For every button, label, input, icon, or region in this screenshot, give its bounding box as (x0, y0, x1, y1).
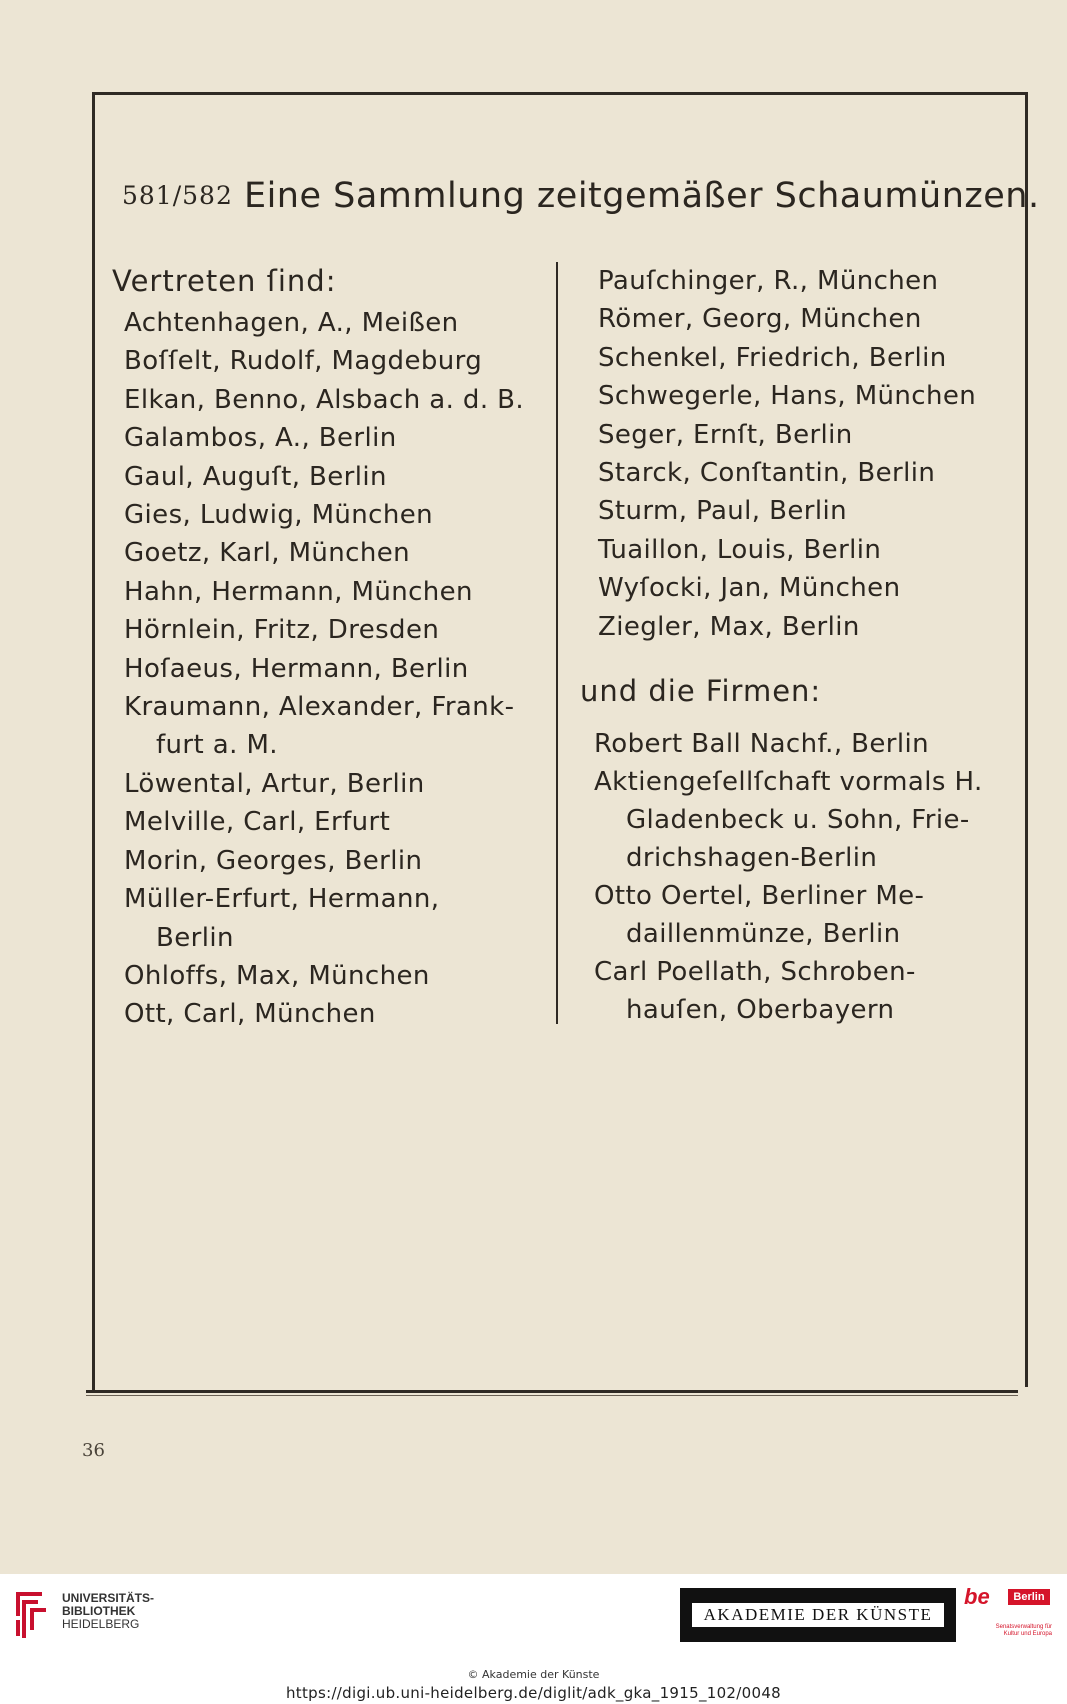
list-item: Goetz, Karl, München (124, 538, 411, 569)
list-item: Hahn, Hermann, München (124, 576, 473, 607)
list-item: Schwegerle, Hans, München (598, 381, 977, 412)
copyright-notice: © Akademie der Künste (467, 1668, 600, 1681)
adk-logo-text: AKADEMIE DER KÜNSTE (692, 1603, 944, 1627)
frame-bottom-rule (86, 1390, 1018, 1393)
page-heading (122, 176, 1040, 216)
list-item-continuation: hauſen, Oberbayern (626, 995, 895, 1025)
list-item-continuation: drichshagen-Berlin (626, 843, 878, 873)
list-item-continuation: daillenmünze, Berlin (626, 919, 901, 949)
university-library-logo-icon[interactable] (12, 1586, 56, 1644)
frame-right-rule (1025, 92, 1028, 1387)
right-artist-list (598, 262, 976, 646)
list-item: Aktiengeſellſchaft vormals H. (594, 767, 983, 797)
library-name-line: BIBLIOTHEK (62, 1604, 136, 1618)
list-item: Otto Oertel, Berliner Me- (594, 881, 925, 911)
heading-title: Eine Sammlung zeitgemäßer Schaumünzen. (243, 176, 1040, 216)
berlin-senate-logo[interactable] (964, 1584, 1052, 1644)
berlin-label: Berlin (1008, 1589, 1050, 1605)
permalink-url[interactable]: https://digi.ub.uni-heidelberg.de/diglit/adk_gka_1915_102/0048 (285, 1684, 782, 1702)
left-artist-list (124, 304, 524, 1034)
frame-bottom-thin-rule (86, 1395, 1018, 1396)
list-item: Hoſaeus, Hermann, Berlin (124, 653, 469, 684)
list-item-continuation: Berlin (156, 922, 234, 953)
list-item: Galambos, A., Berlin (124, 423, 397, 454)
list-item: Carl Poellath, Schroben- (594, 957, 916, 987)
berlin-be-mark: be (964, 1584, 990, 1609)
firms-subheading: und die Firmen: (580, 674, 822, 708)
list-item: Tuaillon, Louis, Berlin (598, 534, 882, 565)
list-item-continuation: furt a. M. (156, 730, 278, 761)
list-item: Gies, Ludwig, München (124, 500, 434, 531)
left-subheading: Vertreten ſind: (112, 264, 337, 298)
university-library-name[interactable] (62, 1592, 154, 1631)
library-name-line: UNIVERSITÄTS- (62, 1591, 155, 1605)
list-item: Schenkel, Friedrich, Berlin (598, 342, 947, 373)
berlin-sub-label: Senatsverwaltung für Kultur und Europa (995, 1624, 1052, 1637)
list-item-continuation: Gladenbeck u. Sohn, Frie- (626, 805, 970, 835)
akademie-der-kuenste-logo[interactable] (680, 1588, 956, 1642)
viewer-footer (0, 1574, 1067, 1704)
catalog-number: 581/582 (122, 181, 233, 210)
frame-left-rule (92, 92, 95, 1392)
list-item: Seger, Ernſt, Berlin (598, 419, 853, 450)
list-item: Elkan, Benno, Alsbach a. d. B. (124, 384, 525, 415)
list-item: Ziegler, Max, Berlin (598, 611, 860, 642)
library-name-line: HEIDELBERG (62, 1617, 140, 1631)
list-item: Gaul, Auguſt, Berlin (124, 461, 387, 492)
list-item: Robert Ball Nachf., Berlin (594, 729, 929, 759)
list-item: Hörnlein, Fritz, Dresden (124, 615, 440, 646)
list-item: Starck, Conſtantin, Berlin (598, 458, 936, 489)
list-item: Achtenhagen, A., Meißen (124, 308, 459, 338)
list-item: Kraumann, Alexander, Frank- (124, 692, 515, 723)
list-item: Wyſocki, Jan, München (598, 573, 901, 604)
list-item: Ohloffs, Max, München (124, 960, 430, 991)
list-item: Müller-Erfurt, Hermann, (124, 884, 440, 915)
list-item: Ott, Carl, München (124, 999, 376, 1030)
firms-list (594, 725, 983, 1029)
column-divider (556, 262, 558, 1024)
page-number: 36 (82, 1440, 105, 1461)
list-item: Boſſelt, Rudolf, Magdeburg (124, 346, 483, 377)
list-item: Pauſchinger, R., München (598, 266, 939, 296)
list-item: Römer, Georg, München (598, 304, 922, 335)
list-item: Löwental, Artur, Berlin (124, 768, 425, 799)
list-item: Morin, Georges, Berlin (124, 845, 423, 876)
list-item: Sturm, Paul, Berlin (598, 496, 847, 527)
frame-top-rule (92, 92, 1028, 95)
list-item: Melville, Carl, Erfurt (124, 807, 391, 838)
